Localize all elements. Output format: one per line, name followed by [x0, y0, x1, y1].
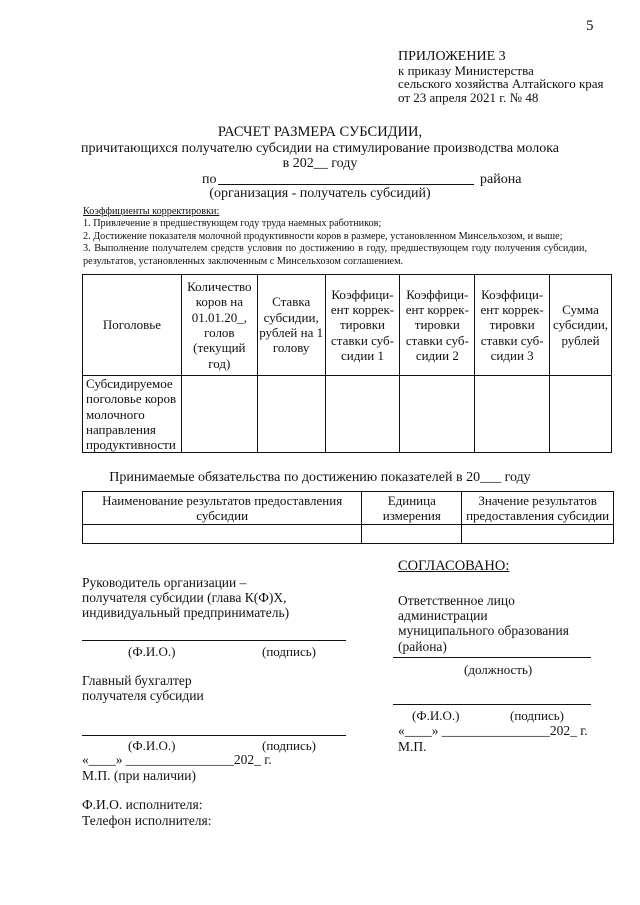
header-cell: Коэффици-ент коррек-тировки ставки суб-сидии 3	[475, 275, 550, 376]
accountant-signature-line	[82, 735, 346, 736]
coefficient-item-2: 2. Достижение показателя молочной продуктивности коров в размере, установленном Минсельхозом, и выше;	[83, 230, 563, 242]
executor-phone-label: Телефон исполнителя:	[82, 813, 212, 828]
document-subtitle: причитающихся получателю субсидии на стимулирование производства молока	[80, 141, 560, 156]
coefficient-item-1: 1. Привлечение в предшествующем году труда наемных работников;	[83, 218, 382, 230]
row-label-cell: Субсидируемое поголовье коров молочного направления продуктивности	[83, 376, 182, 453]
head-line-2: получателя субсидии (глава К(Ф)Х,	[82, 590, 287, 606]
page-number: 5	[586, 18, 594, 34]
table-row	[83, 376, 612, 453]
empty-cell[interactable]	[325, 376, 400, 453]
head-fio-caption: (Ф.И.О.)	[128, 644, 176, 659]
accountant-line-1: Главный бухгалтер	[82, 673, 192, 688]
header-cell: Наименование результатов предоставления субсидии	[83, 492, 362, 525]
organization-caption: (организация - получатель субсидий)	[209, 186, 431, 201]
header-cell: Единица измерения	[362, 492, 462, 525]
responsible-line-4: (района)	[398, 638, 447, 654]
appendix-line-3: от 23 апреля 2021 г. № 48	[398, 89, 539, 105]
coefficient-item-3: 3. Выполнение получателем средств условия по достижению в году, предшествующем году получения субсидии, результатов, установленных заключенным с Минсельхозом соглашением.	[83, 243, 587, 267]
responsible-line-3: муниципального образования	[398, 623, 569, 639]
appendix-line-2: сельского хозяйства Алтайского края	[398, 76, 604, 91]
empty-cell[interactable]	[550, 376, 612, 453]
head-line-1: Руководитель организации –	[82, 575, 247, 590]
empty-cell[interactable]	[400, 376, 475, 453]
stamp-right: М.П.	[398, 739, 427, 754]
accountant-label	[82, 673, 204, 703]
agreed-heading: СОГЛАСОВАНО:	[398, 558, 510, 574]
table-header-row	[83, 275, 612, 376]
position-caption: (должность)	[464, 662, 533, 677]
header-cell: Количество коров на 01.01.20_, голов (текущий год)	[181, 275, 257, 376]
document-title: РАСЧЕТ РАЗМЕРА СУБСИДИИ,	[217, 124, 423, 140]
accountant-line-2: получателя субсидии	[82, 688, 204, 704]
table-header-row	[83, 492, 614, 525]
accountant-fio-caption: (Ф.И.О.)	[128, 738, 176, 753]
obligations-table	[82, 491, 614, 544]
date-right: «____» ________________202_ г.	[398, 723, 588, 738]
date-left: «____» ________________202_ г.	[82, 752, 272, 767]
appendix-title: ПРИЛОЖЕНИЕ 3	[398, 49, 506, 64]
header-cell: Коэффици-ент коррек-тировки ставки суб-сидии 2	[400, 275, 475, 376]
accountant-signature-caption: (подпись)	[262, 738, 316, 753]
empty-cell[interactable]	[475, 376, 550, 453]
responsible-signature-line	[393, 704, 591, 705]
obligations-title: Принимаемые обязательства по достижению показателей в 20___ году	[109, 470, 531, 485]
coefficients-heading: Коэффициенты корректировки:	[83, 206, 220, 217]
head-signature-line	[82, 640, 346, 641]
subsidy-calculation-table	[82, 274, 612, 453]
stamp-left: М.П. (при наличии)	[82, 768, 196, 783]
organization-blank-line	[218, 184, 474, 185]
coefficients-block	[83, 206, 587, 268]
empty-cell[interactable]	[362, 525, 462, 544]
head-of-organization-label	[82, 575, 289, 621]
responsible-line-1: Ответственное лицо	[398, 593, 515, 608]
header-cell: Сумма субсидии, рублей	[550, 275, 612, 376]
rayon-label: района	[480, 172, 522, 187]
empty-cell[interactable]	[83, 525, 362, 544]
responsible-line-2: администрации	[398, 608, 488, 624]
table-row	[83, 525, 614, 544]
head-line-3: индивидуальный предприниматель)	[82, 605, 290, 621]
position-line	[393, 657, 591, 658]
header-cell: Поголовье	[83, 275, 182, 376]
responsible-person-label	[398, 593, 569, 654]
responsible-fio-caption: (Ф.И.О.)	[412, 708, 460, 723]
empty-cell[interactable]	[257, 376, 325, 453]
responsible-signature-caption: (подпись)	[510, 708, 564, 723]
header-cell: Ставка субсидии, рублей на 1 голову	[257, 275, 325, 376]
appendix-line-1: к приказу Министерства	[398, 62, 534, 78]
header-cell: Значение результатов предоставления субсидии	[462, 492, 614, 525]
empty-cell[interactable]	[462, 525, 614, 544]
empty-cell[interactable]	[181, 376, 257, 453]
executor-name-label: Ф.И.О. исполнителя:	[82, 797, 203, 812]
document-year: в 202__ году	[282, 156, 358, 171]
po-label: по	[202, 172, 217, 187]
appendix-block	[398, 50, 604, 104]
header-cell: Коэффици-ент коррек-тировки ставки суб-сидии 1	[325, 275, 400, 376]
head-signature-caption: (подпись)	[262, 644, 316, 659]
